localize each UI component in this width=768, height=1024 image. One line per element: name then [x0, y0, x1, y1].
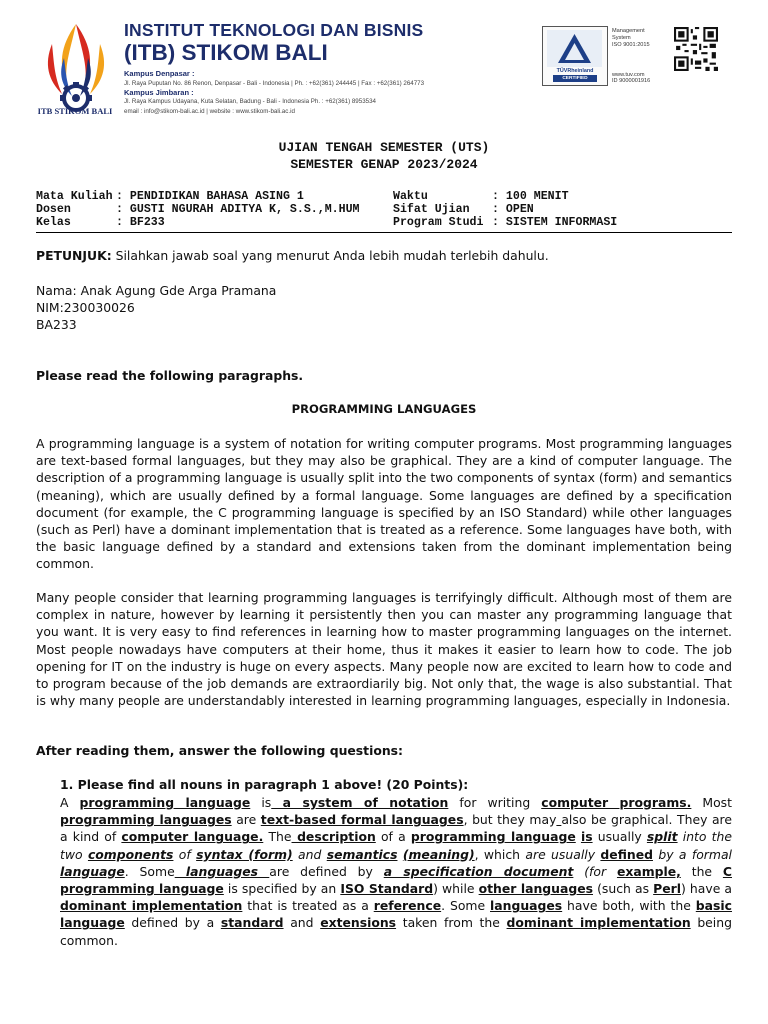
answer-text: , which — [474, 846, 526, 862]
reading-prompt: Please read the following paragraphs. — [36, 368, 304, 383]
answer-text: and — [283, 915, 321, 931]
answer-text: is specified by an — [223, 881, 341, 897]
semester-title: SEMESTER GENAP 2023/2024 — [290, 157, 478, 172]
info-class-label: Kelas — [36, 216, 71, 229]
questions-prompt: After reading them, answer the following questions: — [36, 743, 404, 758]
header-divider — [36, 232, 732, 233]
answer-text: taken from the — [396, 915, 507, 931]
answer-text: of — [173, 846, 191, 862]
campus-denpasar-label: Kampus Denpasar : — [124, 69, 195, 78]
answer-noun-highlight: basic language — [60, 898, 732, 931]
instructions-label: PETUNJUK: — [36, 248, 112, 263]
answer-text: have both, with the — [562, 898, 696, 914]
info-course-value: : PENDIDIKAN BAHASA ASING 1 — [116, 190, 304, 203]
answer-noun-highlight: ISO Standard — [340, 881, 434, 897]
institute-name: (ITB) STIKOM BALI — [124, 40, 328, 65]
qr-code-icon — [674, 27, 718, 71]
info-time-value: : 100 MENIT — [492, 190, 569, 203]
answer-text: The — [263, 829, 292, 845]
certification-block — [542, 26, 732, 88]
answer-text: A — [60, 795, 80, 810]
answer-noun-highlight: defined — [600, 846, 653, 862]
campus-jimbaran-label: Kampus Jimbaran : — [124, 88, 194, 97]
tuv-triangle-icon — [547, 30, 602, 67]
info-lecturer-value: : GUSTI NGURAH ADITYA K, S.S.,M.HUM — [116, 203, 360, 216]
student-name: Nama: Anak Agung Gde Arga Pramana — [36, 283, 277, 298]
answer-noun-highlight: Perl — [653, 881, 681, 897]
answer-noun-highlight: example, — [616, 863, 681, 879]
answer-noun-highlight: extensions — [320, 915, 397, 931]
logo-caption: ITB STIKOM BALI — [37, 106, 113, 116]
exam-title: UJIAN TENGAH SEMESTER (UTS) — [278, 140, 490, 155]
answer-noun-highlight: programming language — [410, 829, 576, 845]
contact-line: email : info@stikom-bali.ac.id | website : www.stikom-bali.ac.id — [124, 108, 295, 115]
answer-text: are usually — [525, 846, 596, 862]
student-class: BA233 — [36, 317, 77, 332]
answer-text: usually — [592, 829, 647, 845]
campus-jimbaran-address: Jl. Raya Kampus Udayana, Kuta Selatan, Badung - Bali - Indonesia Ph. : +62(361) 8953534 — [124, 98, 376, 105]
answer-noun-highlight: language — [60, 863, 125, 879]
answer-text: , but they may — [463, 812, 557, 828]
answer-text: (for — [573, 863, 617, 879]
info-time-label: Waktu — [393, 190, 428, 203]
answer-text: . Some — [124, 863, 175, 879]
answer-text: is — [250, 795, 272, 810]
answer-text: by a formal — [652, 846, 732, 862]
question-1: 1. Please find all nouns in paragraph 1 above! (20 Points): — [60, 777, 469, 792]
answer-noun-highlight: components — [87, 846, 174, 862]
answer-text: ) have a — [680, 881, 732, 897]
answer-noun-highlight: computer language. — [121, 829, 264, 845]
info-exam-type-label: Sifat Ujian — [393, 203, 470, 216]
info-course-label: Mata Kuliah — [36, 190, 113, 203]
answer-text: defined by a — [124, 915, 221, 931]
answer-text: of a — [375, 829, 411, 845]
answer-noun-highlight: languages — [174, 863, 270, 879]
institute-title: INSTITUT TEKNOLOGI DAN BISNIS — [124, 20, 424, 40]
answer-noun-highlight: computer programs. — [541, 795, 692, 810]
answer-text: the — [680, 863, 723, 879]
answer-text: are — [231, 812, 261, 828]
paragraph-2: Many people consider that learning programming languages is terrifyingly difficult. Although most of them are complex in nature, however by learning it persistently then you can master any programming language that you want. It is very easy to find references in learning how to master programming languages on the internet. Most people nowadays have computers at their home, thus it makes it easier to learn how to code. The job opening for IT on the industry is huge on every aspects. Many people now are excited to learn how to code and to program because of the job demands are extraordiarily big. Not only that, the wage is also substantial. That is why many people are understandably interested in learning programming languages, especially in Indonesia. — [36, 590, 732, 709]
answer-noun-highlight: reference — [373, 898, 442, 914]
answer-text: ) while — [433, 881, 479, 897]
cert-line-1: Management — [612, 28, 645, 34]
answer-noun-highlight: C programming language — [60, 863, 732, 897]
cert-id: ID 9000001916 — [612, 78, 651, 84]
answer-noun-highlight: is — [580, 829, 593, 845]
answer-noun-highlight: programming languages — [60, 812, 232, 828]
answer-noun-highlight: a — [271, 795, 303, 810]
info-class-value: : BF233 — [116, 216, 165, 229]
cert-web: www.tuv.com — [612, 72, 645, 78]
answer-text: (such as — [593, 881, 654, 897]
answer-text: and — [292, 846, 327, 862]
answer-noun-highlight: other languages — [478, 881, 593, 897]
instructions-text: Silahkan jawab soal yang menurut Anda lebih mudah terlebih dahulu. — [111, 248, 549, 263]
answer-text: into the two — [60, 829, 732, 862]
answer-text: for writing — [448, 795, 542, 810]
answer-noun-highlight: dominant implementation — [506, 915, 691, 931]
answer-noun-highlight: split — [646, 829, 678, 845]
instructions — [36, 248, 549, 263]
answer-text: also be graphical. They are a kind of — [60, 812, 733, 845]
itb-stikom-logo-icon — [30, 18, 122, 118]
info-program-label: Program Studi — [393, 216, 484, 229]
tuv-certificate-badge — [542, 26, 608, 86]
info-program-value: : SISTEM INFORMASI — [492, 216, 618, 229]
answer-noun-highlight: syntax (form) — [196, 846, 293, 862]
answer-noun-highlight: languages — [490, 898, 563, 914]
answer-text: are defined by — [269, 863, 384, 879]
answer-text: that is treated as a — [242, 898, 374, 914]
info-lecturer-label: Dosen — [36, 203, 71, 216]
paragraph-1: A programming language is a system of notation for writing computer programs. Most programming languages are text-based formal languages, but they may also be graphical. They are a kind of computer language. The description of a programming language is usually split into the two components of syntax (form) and semantics (meaning), which are usually defined by a formal language. Some languages are defined by a specification document (for example, the C programming language is specified by an ISO Standard) while other languages (such as Perl) have a dominant implementation that is treated as a reference. Some languages have both, with the basic language defined by a standard and extensions taken from the dominant implementation being common. — [36, 436, 732, 572]
student-nim: NIM:230030026 — [36, 300, 135, 315]
cert-line-3: ISO 9001:2015 — [612, 42, 650, 48]
answer-noun-highlight: standard — [220, 915, 284, 931]
info-exam-type-value: : OPEN — [492, 203, 534, 216]
answer-noun-highlight: (meaning) — [402, 846, 475, 862]
answer-noun-highlight: a specification document — [383, 863, 574, 879]
tuv-certified-label: CERTIFIED — [553, 75, 597, 82]
answer-text: being common. — [60, 915, 732, 948]
answer-noun-highlight: system of notation — [302, 795, 449, 810]
cert-line-2: System — [612, 35, 631, 41]
letterhead — [0, 0, 768, 130]
answer-noun-highlight: programming language — [79, 795, 251, 810]
answer-text: Most — [691, 795, 733, 810]
answer-text: . Some — [441, 898, 491, 914]
answer-noun-highlight: description — [291, 829, 376, 845]
answer-noun-highlight: text-based formal languages — [260, 812, 464, 828]
section-title: PROGRAMMING LANGUAGES — [291, 402, 477, 416]
campus-denpasar-address: Jl. Raya Puputan No. 86 Renon, Denpasar - Bali - Indonesia | Ph. : +62(361) 244445 | Fax : +62(361) 264773 — [124, 80, 425, 87]
answer-noun-highlight: semantics — [326, 846, 398, 862]
answer-1 — [60, 794, 732, 949]
tuv-label: TÜVRheinland — [556, 68, 594, 74]
answer-noun-highlight: dominant implementation — [60, 898, 243, 914]
